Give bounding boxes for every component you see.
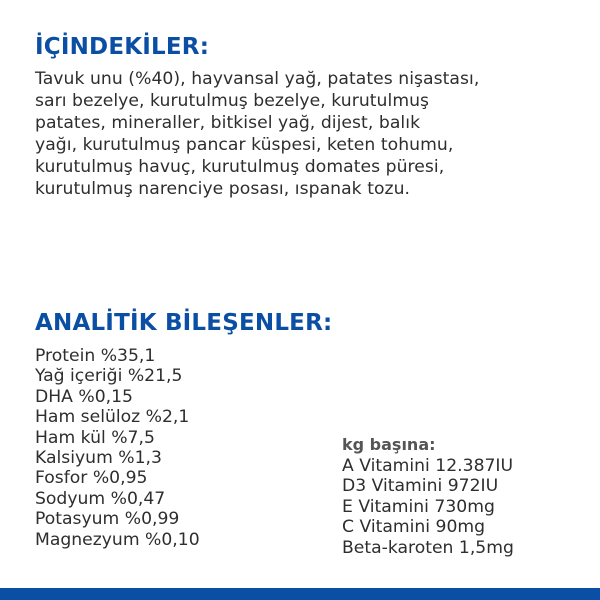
ingredients-line: yağı, kurutulmuş pancar küspesi, keten tohumu, xyxy=(35,135,454,155)
analytic-item: Protein %35,1 xyxy=(35,346,156,366)
bottom-accent-bar xyxy=(0,588,600,600)
ingredients-heading: İÇİNDEKİLER: xyxy=(35,34,210,60)
vitamin-item: C Vitamini 90mg xyxy=(342,517,486,538)
analytic-item: Kalsiyum %1,3 xyxy=(35,448,162,469)
analytic-heading: ANALİTİK BİLEŞENLER: xyxy=(35,310,333,336)
ingredients-line: Tavuk unu (%40), hayvansal yağ, patates nişastası, xyxy=(35,69,480,89)
vitamin-item: E Vitamini 730mg xyxy=(342,496,495,517)
vitamins-label: kg başına: xyxy=(342,435,436,454)
ingredients-line: patates, mineraller, bitkisel yağ, dijest, balık xyxy=(35,113,421,133)
ingredients-line: kurutulmuş narenciye posası, ıspanak tozu. xyxy=(35,179,411,199)
vitamins-list xyxy=(342,456,514,558)
vitamin-item: D3 Vitamini 972IU xyxy=(342,476,499,497)
analytic-item: Yağ içeriği %21,5 xyxy=(35,366,183,387)
analytic-item: Potasyum %0,99 xyxy=(35,509,180,530)
analytic-list xyxy=(35,346,200,550)
analytic-item: Fosfor %0,95 xyxy=(35,468,148,489)
analytic-item: Ham kül %7,5 xyxy=(35,427,155,448)
analytic-item: Sodyum %0,47 xyxy=(35,488,166,509)
vitamin-item: Beta-karoten 1,5mg xyxy=(342,537,514,558)
ingredients-line: sarı bezelye, kurutulmuş bezelye, kurutulmuş xyxy=(35,91,430,111)
ingredients-text xyxy=(35,68,580,200)
analytic-item: DHA %0,15 xyxy=(35,386,133,407)
analytic-item: Ham selüloz %2,1 xyxy=(35,407,190,428)
vitamin-item: A Vitamini 12.387IU xyxy=(342,456,514,476)
ingredients-line: kurutulmuş havuç, kurutulmuş domates püresi, xyxy=(35,157,445,177)
vitamins-block xyxy=(342,434,514,558)
analytic-item: Magnezyum %0,10 xyxy=(35,529,200,550)
